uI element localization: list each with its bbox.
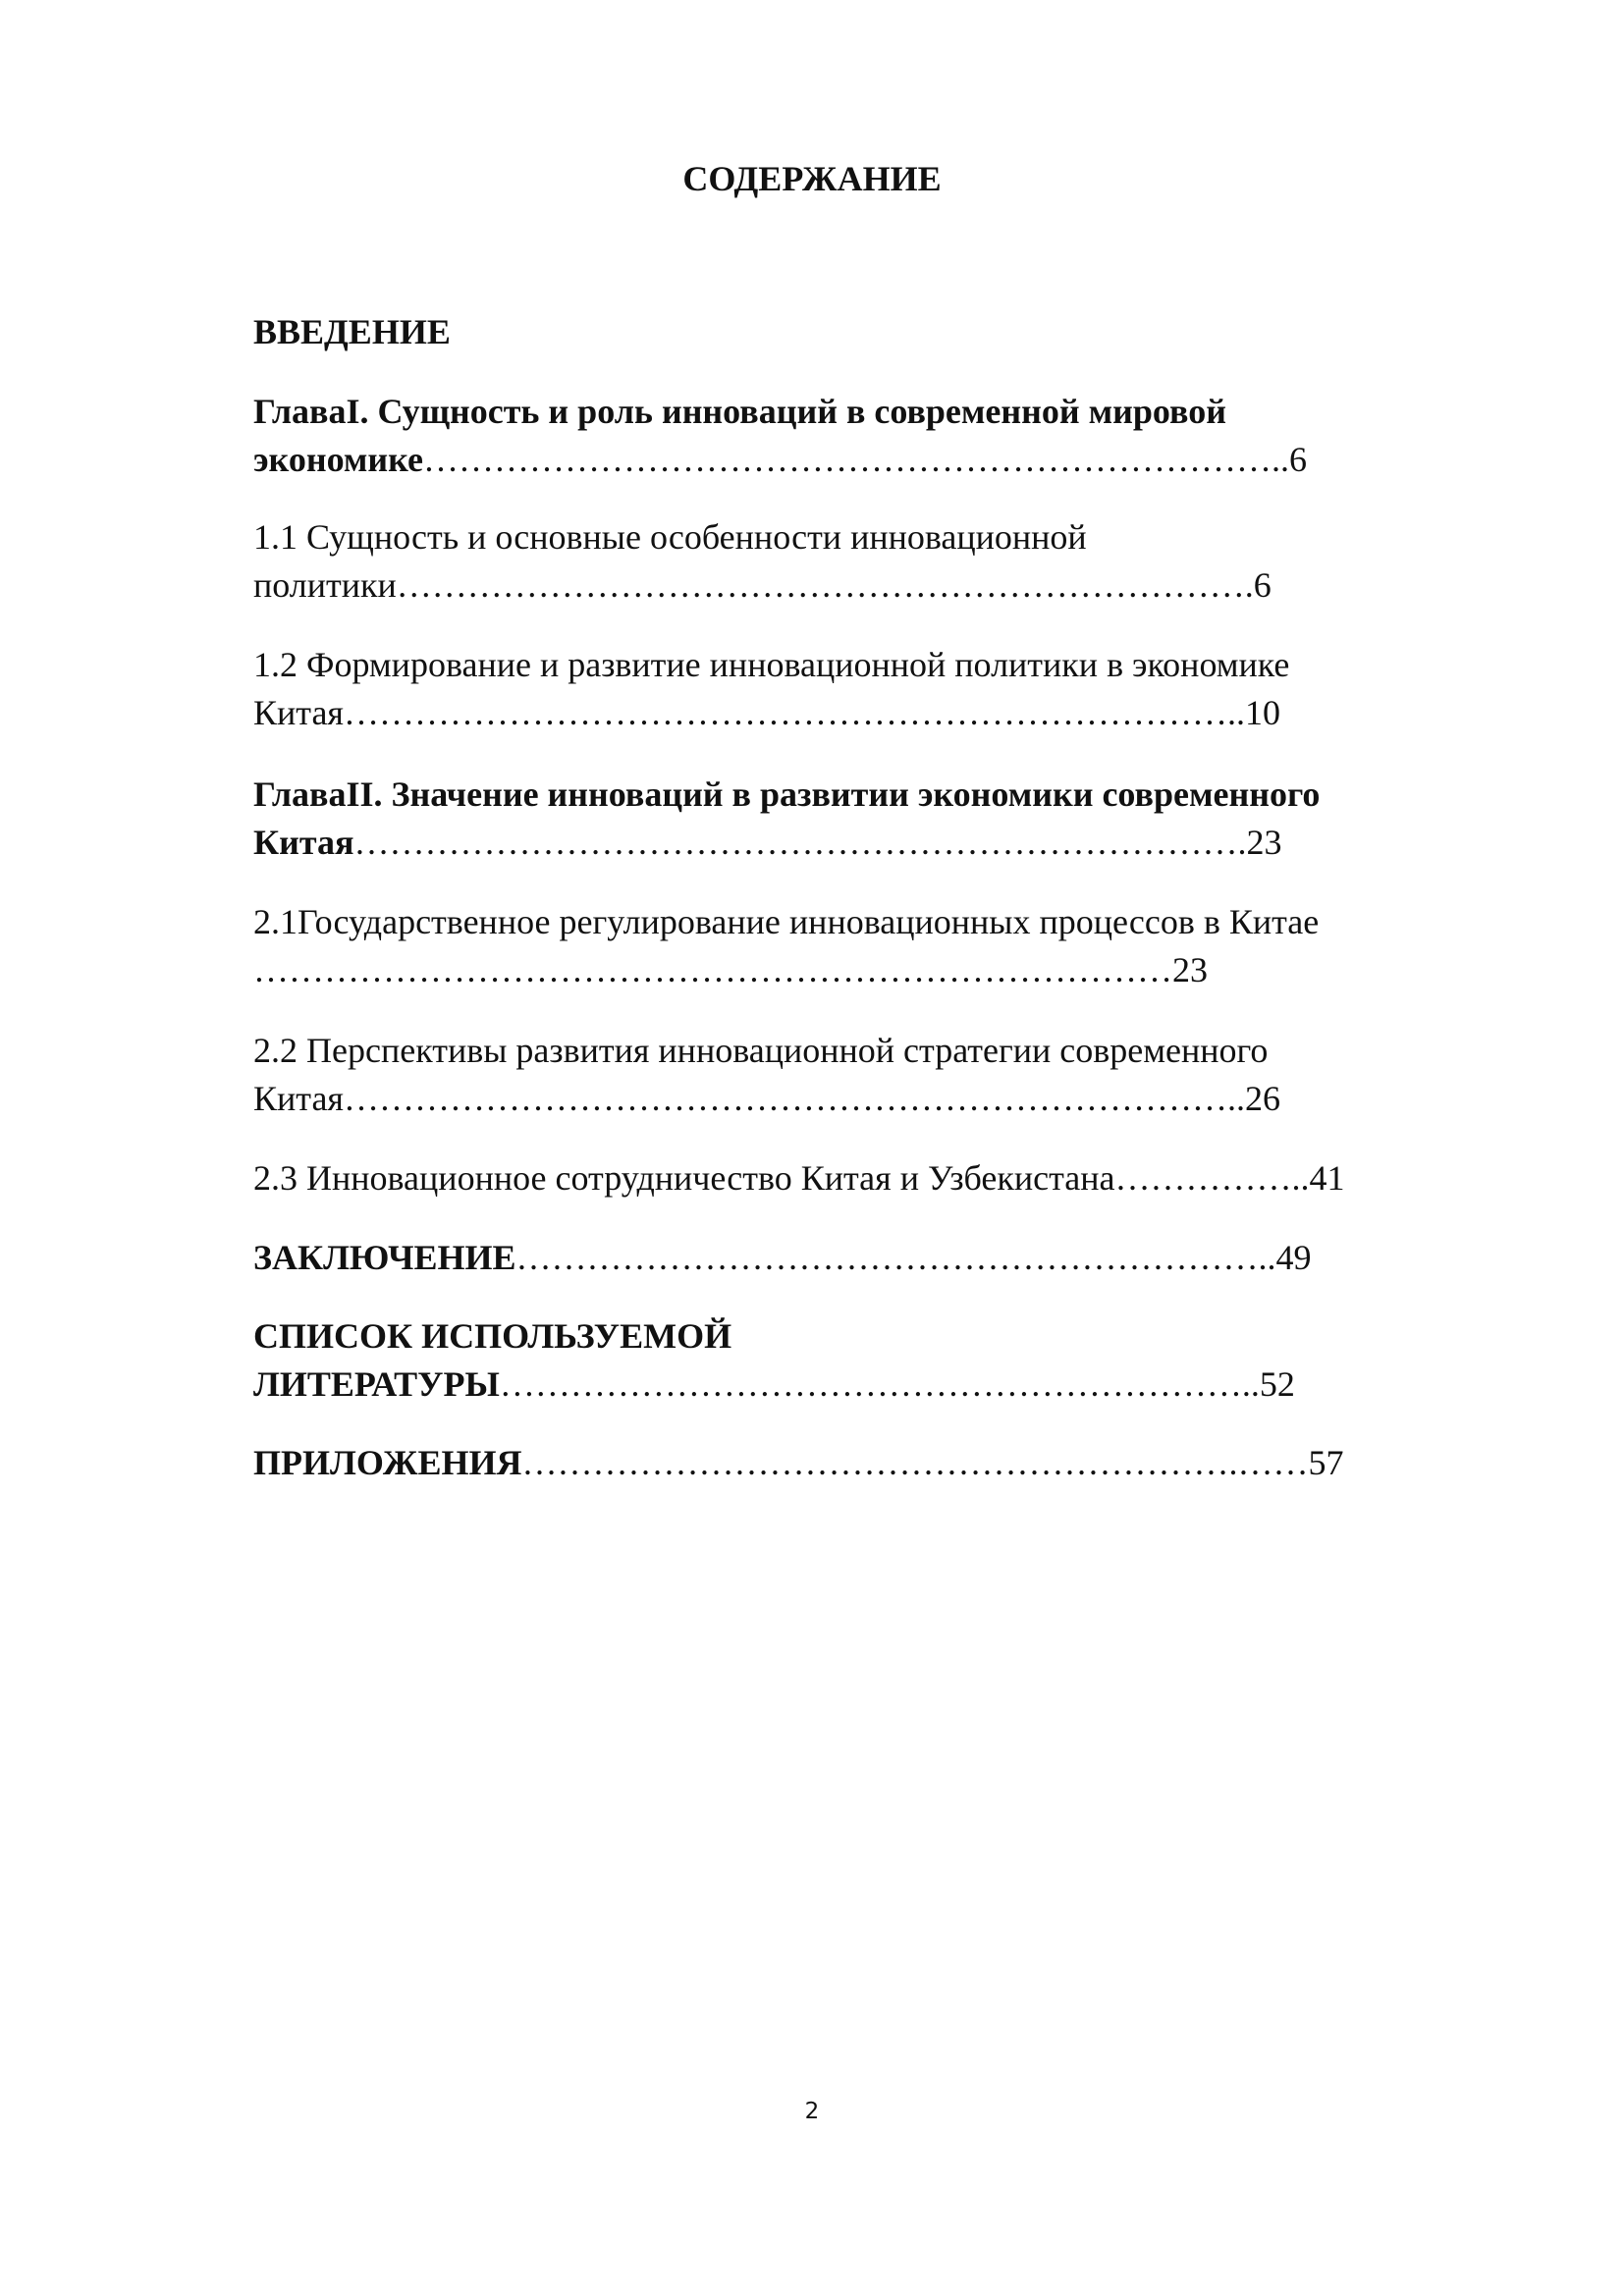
- toc-page-number: 6: [1253, 565, 1272, 605]
- toc-page-number: 6: [1288, 440, 1307, 479]
- toc-entry-section-2-3[interactable]: [253, 1154, 1344, 1202]
- toc-page-number: 23: [1172, 950, 1208, 989]
- toc-page-number: 49: [1275, 1238, 1312, 1277]
- toc-page-number: 26: [1245, 1079, 1280, 1118]
- toc-entry-chapter-2[interactable]: [253, 771, 1320, 867]
- toc-entry-title: 1.2 Формирование и развитие инновационной политики в экономике: [253, 645, 1290, 684]
- toc-entry-title: 2.3 Инновационное сотрудничество Китая и Узбекистана: [253, 1158, 1115, 1198]
- toc-entry-section-1-1[interactable]: [253, 513, 1272, 610]
- toc-entry-section-1-2[interactable]: [253, 641, 1289, 737]
- toc-entry-title-cont: Китая: [253, 823, 354, 862]
- toc-entry-title: ЗАКЛЮЧЕНИЕ: [253, 1238, 516, 1277]
- toc-entry-chapter-1[interactable]: [253, 388, 1307, 484]
- toc-entry-title: 1.1 Сущность и основные особенности инновационной: [253, 517, 1087, 557]
- toc-entry-title: 2.2 Перспективы развития инновационной стратегии современного: [253, 1031, 1269, 1070]
- toc-page-number: 10: [1245, 693, 1280, 732]
- toc-entry-section-2-1[interactable]: [253, 898, 1319, 994]
- toc-leader-dots: …………………………………………………….……: [521, 1443, 1309, 1482]
- toc-leader-dots: ………………………………………………………..: [499, 1364, 1260, 1404]
- toc-entry-introduction[interactable]: [253, 308, 451, 356]
- toc-entry-conclusion[interactable]: [253, 1234, 1312, 1282]
- toc-entry-title: ПРИЛОЖЕНИЯ: [253, 1443, 522, 1482]
- toc-leader-dots: …………………………………………………………………..: [344, 693, 1245, 732]
- toc-page-number: 52: [1259, 1364, 1295, 1404]
- toc-entry-section-2-2[interactable]: [253, 1027, 1280, 1123]
- toc-page-number: 41: [1309, 1158, 1345, 1198]
- toc-entry-title: СПИСОК ИСПОЛЬЗУЕМОЙ: [253, 1316, 732, 1356]
- toc-entry-title-cont: экономике: [253, 440, 423, 479]
- toc-entry-appendices[interactable]: [253, 1439, 1344, 1487]
- toc-leader-dots: ……………………………………………………………………: [253, 950, 1172, 989]
- toc-entry-title-cont: Китая: [253, 693, 344, 732]
- toc-entry-title: ГлаваI. Сущность и роль инноваций в современной мировой: [253, 392, 1226, 431]
- toc-entry-title-cont: политики: [253, 565, 397, 605]
- toc-leader-dots: ……………..: [1114, 1158, 1310, 1198]
- toc-page-number: 23: [1246, 823, 1282, 862]
- toc-entry-title-cont: Китая: [253, 1079, 344, 1118]
- toc-entry-title: 2.1Государственное регулирование инновационных процессов в Китае: [253, 902, 1320, 941]
- footer-page-number: 2: [804, 2099, 820, 2124]
- toc-entry-title: ГлаваII. Значение инноваций в развитии экономики современного: [253, 774, 1321, 814]
- toc-leader-dots: ……………………………………………………………….: [396, 565, 1254, 605]
- toc-page-number: 57: [1308, 1443, 1344, 1482]
- toc-entry-title-cont: ЛИТЕРАТУРЫ: [253, 1364, 500, 1404]
- toc-leader-dots: ………………………………………………………..: [515, 1238, 1276, 1277]
- toc-leader-dots: ………………………………………………………………….: [353, 823, 1247, 862]
- toc-entry-references[interactable]: [253, 1312, 1295, 1409]
- toc-entry-title: ВВЕДЕНИЕ: [253, 312, 451, 351]
- toc-leader-dots: ………………………………………………………………..: [422, 440, 1289, 479]
- page-title: СОДЕРЖАНИЕ: [682, 159, 942, 198]
- toc-leader-dots: …………………………………………………………………..: [344, 1079, 1245, 1118]
